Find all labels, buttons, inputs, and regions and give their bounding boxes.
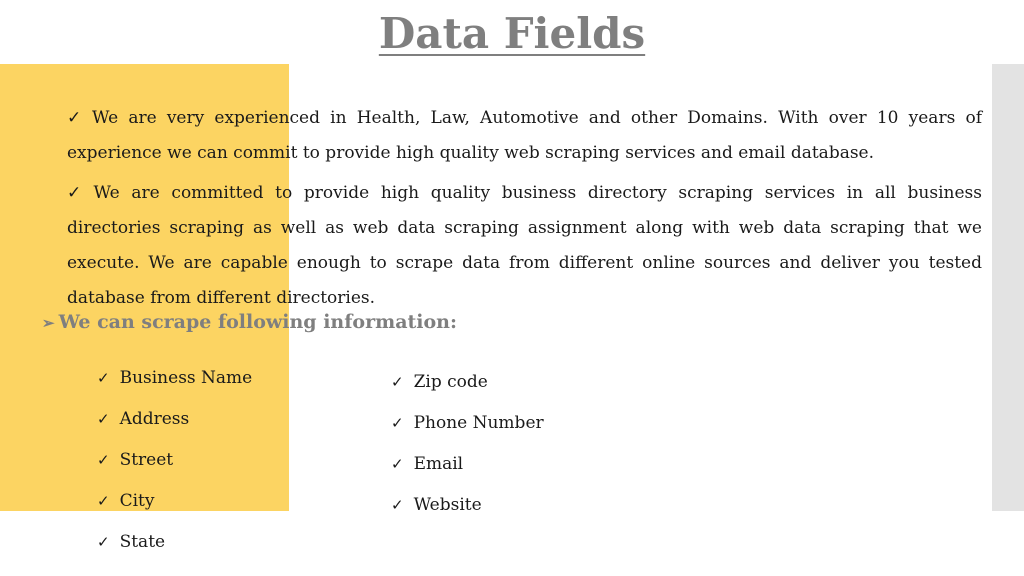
checkmark-icon: ✓ <box>97 410 110 428</box>
page-title: Data Fields <box>378 9 646 58</box>
checkmark-icon: ✓ <box>391 414 404 432</box>
field-label: Phone Number <box>413 413 544 433</box>
checkmark-icon: ✓ <box>97 492 110 510</box>
field-label: Zip code <box>413 372 488 392</box>
checkmark-icon: ✓ <box>97 369 110 387</box>
field-label: State <box>119 532 166 552</box>
checkmark-icon: ✓ <box>391 496 404 514</box>
list-item <box>97 440 252 481</box>
checkmark-icon: ✓ <box>97 533 110 551</box>
checkmark-icon: ✓ <box>67 183 88 203</box>
fields-list-left <box>97 358 252 563</box>
field-label: Business Name <box>119 368 253 388</box>
list-item <box>391 362 544 403</box>
field-label: Street <box>119 450 174 470</box>
subheading-text: We can scrape following information: <box>58 311 457 333</box>
list-item <box>97 399 252 440</box>
list-item <box>391 403 544 444</box>
field-label: Address <box>119 409 190 429</box>
list-item <box>391 444 544 485</box>
arrow-bullet-icon: ➢ <box>42 314 55 332</box>
field-label: Email <box>413 454 464 474</box>
list-item <box>391 485 544 526</box>
field-label: Website <box>413 495 482 515</box>
list-item <box>97 522 252 563</box>
fields-list-right <box>391 362 544 526</box>
list-item <box>97 481 252 522</box>
field-label: City <box>119 491 155 511</box>
checkmark-icon: ✓ <box>67 108 87 128</box>
checkmark-icon: ✓ <box>97 451 110 469</box>
list-item <box>97 358 252 399</box>
paragraph-experience <box>67 101 982 171</box>
gray-side-bar <box>992 64 1024 511</box>
checkmark-icon: ✓ <box>391 455 404 473</box>
checkmark-icon: ✓ <box>391 373 404 391</box>
paragraph-text: We are very experienced in Health, Law, Automotive and other Domains. With over 10 years of experience we can commit to provide high quality web scraping services and email database. <box>67 108 982 163</box>
section-subheading <box>42 306 457 339</box>
paragraph-commitment <box>67 176 982 316</box>
paragraph-text: We are committed to provide high quality business directory scraping services in all business directories scraping as well as web data scraping assignment along with web data scraping that we execute. We are capable enough to scrape data from different online sources and deliver you tested database from different directories. <box>67 183 982 308</box>
